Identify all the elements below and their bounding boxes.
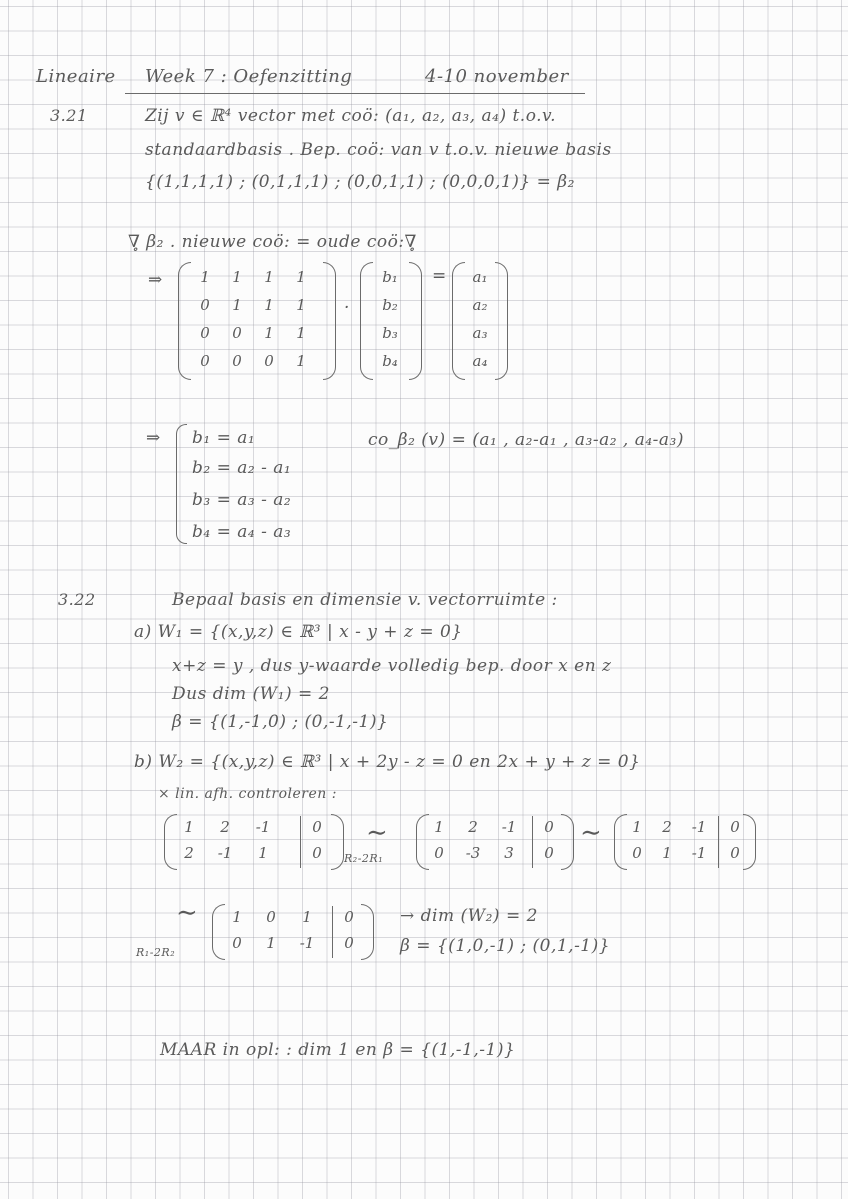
vector-cell: a₄ [472,352,488,370]
matrix-cell: 1 [258,844,268,862]
row-equivalence-2: ∼ [580,818,602,848]
augmented-matrix-2 [416,814,574,870]
row-equivalence-3: ∼ [176,898,198,928]
matrix-cell: -3 [465,844,481,862]
matrix-cell: 1 [264,324,274,342]
matrix-cell: -1 [501,818,517,836]
ex321-line3: {(1,1,1,1) ; (0,1,1,1) ; (0,0,1,1) ; (0,0,0,1)} = β₂ [145,172,575,192]
vector-cell: a₁ [472,268,488,286]
equals-sign: = [432,266,447,286]
ex321-line2: standaardbasis . Bep. coö: van v t.o.v. nieuwe basis [145,140,612,160]
part-b-definition: b) W₂ = {(x,y,z) ∈ ℝ³ | x + 2y - z = 0 en 2x + y + z = 0} [134,752,641,772]
page-title: Week 7 : Oefenzitting [145,66,353,87]
matrix-cell: 0 [200,352,210,370]
ex321-line1: Zij v ∈ ℝ⁴ vector met coö: (a₁, a₂, a₃, a₄) t.o.v. [145,106,557,126]
matrix-cell: 1 [232,268,242,286]
matrix-cell: 0 [232,934,242,952]
vector-cell: b₃ [382,324,398,342]
matrix-cell: 2 [220,818,230,836]
matrix-cell: 1 [184,818,194,836]
matrix-cell: 2 [468,818,478,836]
matrix-cell: 1 [302,908,312,926]
matrix-cell: 0 [632,844,642,862]
augmented-matrix-4 [212,904,374,960]
vector-cell: b₄ [382,352,398,370]
implies-arrow-1: ⇒ [148,270,163,290]
row-operation-2: R₁-2R₂ [136,946,176,959]
matrix-cell: 0 [434,844,444,862]
matrix-cell: -1 [255,818,271,836]
augmented-matrix-1 [164,814,344,870]
course-name: Lineaire [36,66,116,87]
matrix-cell: 1 [232,296,242,314]
exercise-number-321: 3.21 [50,106,88,125]
matrix-cell: 1 [232,908,242,926]
matrix-cell: 0 [544,844,554,862]
matrix-cell: 0 [200,324,210,342]
matrix-cell: 0 [730,818,740,836]
ex322-title: Bepaal basis en dimensie v. vectorruimte : [172,590,558,610]
matrix-cell: -1 [217,844,233,862]
solution-note: MAAR in opl: : dim 1 en β = {(1,-1,-1)} [160,1040,516,1060]
matrix-cell: 1 [266,934,276,952]
matrix-cell: 0 [264,352,274,370]
matrix-cell: 1 [434,818,444,836]
matrix-cell: 2 [662,818,672,836]
matrix-cell: 1 [296,268,306,286]
system-eq-2: b₂ = a₂ - a₁ [192,458,292,478]
matrix-cell: 1 [296,324,306,342]
matrix-cell: 0 [344,908,354,926]
vector-cell: a₂ [472,296,488,314]
matrix-cell: 0 [232,324,242,342]
system-eq-1: b₁ = a₁ [192,428,256,448]
vector-cell: b₂ [382,296,398,314]
dim-w2-result: → dim (W₂) = 2 [400,906,538,926]
part-a-definition: a) W₁ = {(x,y,z) ∈ ℝ³ | x - y + z = 0} [134,622,463,642]
matrix-cell: 3 [504,844,514,862]
system-eq-3: b₃ = a₃ - a₂ [192,490,292,510]
coordinate-result: co_β₂ (v) = (a₁ , a₂-a₁ , a₃-a₂ , a₄-a₃) [368,430,685,450]
implies-arrow-2: ⇒ [146,428,161,448]
matrix-cell: 1 [296,296,306,314]
matrix-cell: 1 [632,818,642,836]
matrix-cell: 1 [264,296,274,314]
matrix-cell: 0 [232,352,242,370]
matrix-cell: 1 [296,352,306,370]
row-operation-1: R₂-2R₁ [344,852,384,865]
matrix-cell: 0 [200,296,210,314]
basis-w2-result: β = {(1,0,-1) ; (0,1,-1)} [400,936,611,956]
matrix-cell: -1 [691,818,707,836]
matrix-cell: 1 [662,844,672,862]
ex321-relation: ∇̥ β₂ . nieuwe coö: = oude coö:∇̥ [128,232,417,252]
augmented-matrix-3 [614,814,756,870]
matrix-cell: 0 [312,844,322,862]
matrix-cell: -1 [691,844,707,862]
vector-b [360,262,422,380]
matrix-cell: 0 [544,818,554,836]
part-a-line2: Dus dim (W₁) = 2 [172,684,330,704]
vector-cell: a₃ [472,324,488,342]
row-equivalence-1: ∼ [366,818,388,848]
header-underline [125,93,585,94]
system-brace [176,424,187,544]
matrix-cell: -1 [299,934,315,952]
vector-a [452,262,508,380]
part-a-line1: x+z = y , dus y-waarde volledig bep. door x en z [172,656,612,676]
exercise-number-322: 3.22 [58,590,96,609]
date-label: 4-10 november [425,66,569,87]
multiply-dot: · [344,298,350,318]
matrix-cell: 2 [184,844,194,862]
matrix-cell: 1 [264,268,274,286]
matrix-cell: 0 [730,844,740,862]
part-b-line1: × lin. afh. controleren : [158,786,337,802]
vector-cell: b₁ [382,268,398,286]
matrix-basis [178,262,336,380]
system-eq-4: b₄ = a₄ - a₃ [192,522,292,542]
matrix-cell: 1 [200,268,210,286]
matrix-cell: 0 [266,908,276,926]
matrix-cell: 0 [312,818,322,836]
part-a-line3: β = {(1,-1,0) ; (0,-1,-1)} [172,712,389,732]
matrix-cell: 0 [344,934,354,952]
